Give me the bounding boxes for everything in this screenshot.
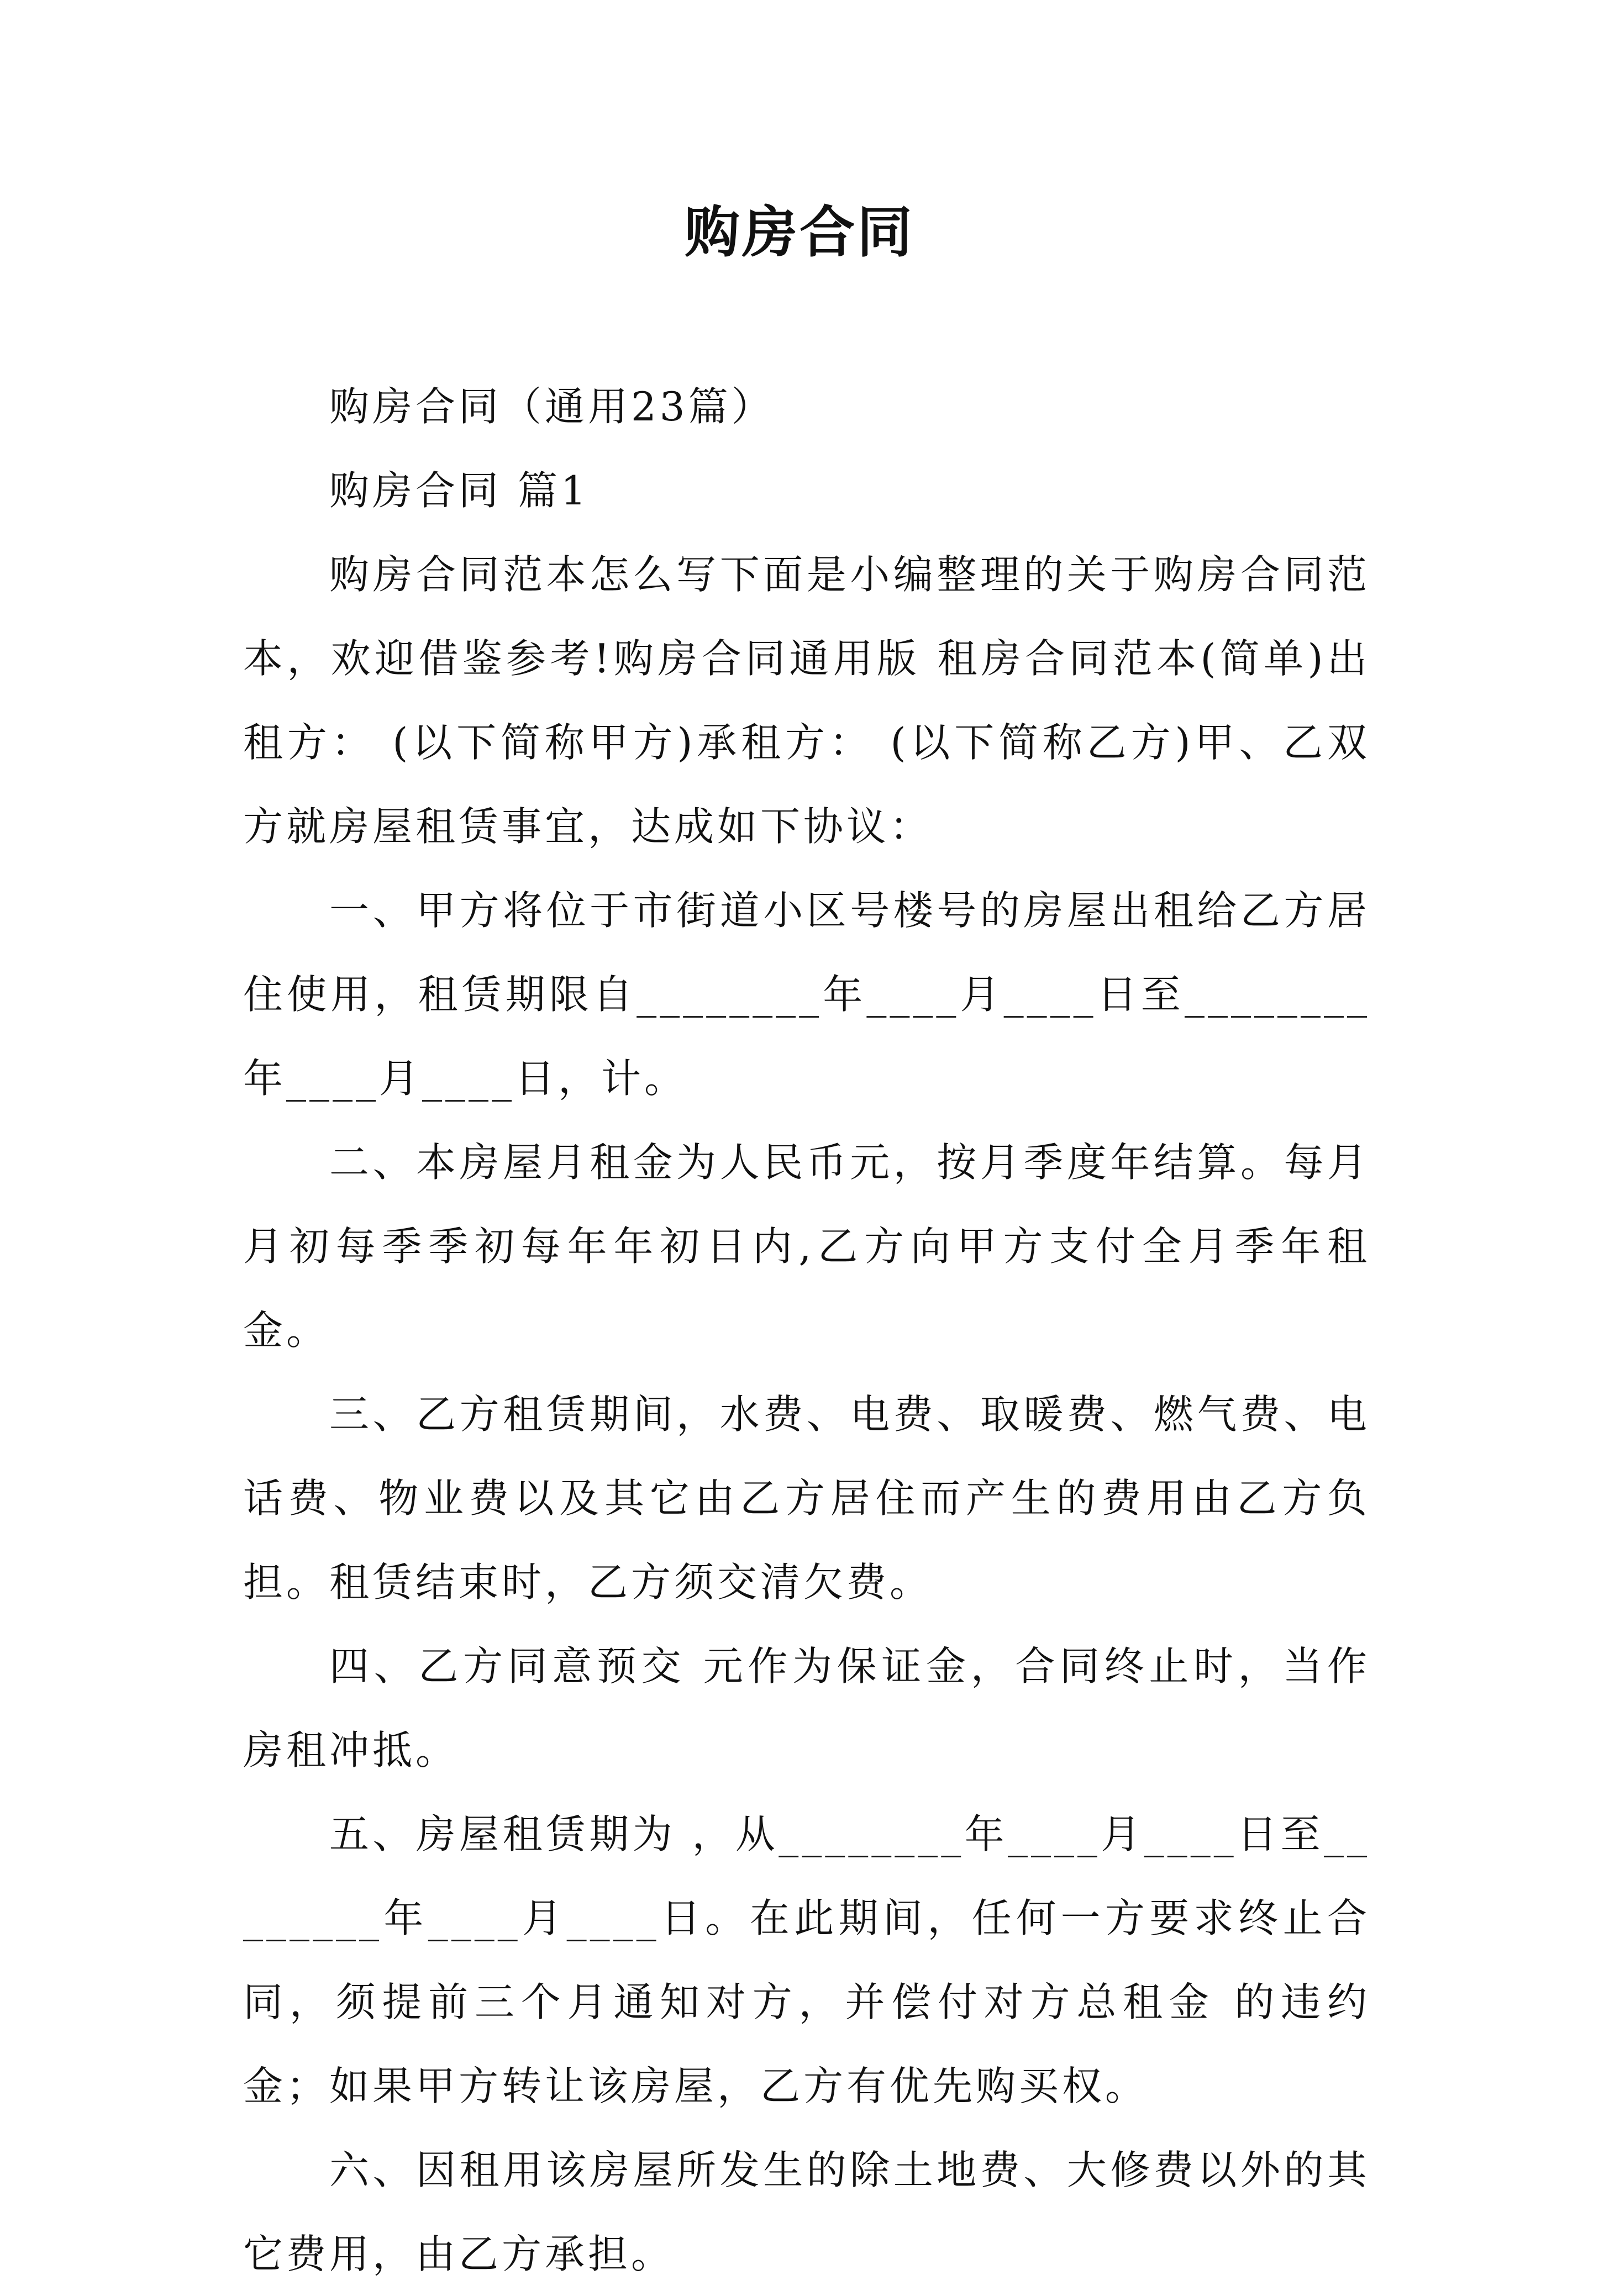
paragraph-clause-4: 四、乙方同意预交 元作为保证金，合同终止时，当作房租冲抵。: [243, 1643, 1370, 1773]
paragraph-clause-5: 五、房屋租赁期为 ，从________年____月____日至________年____月____日。在此期间，任何一方要求终止合同，须提前三个月通知对方，并偿付对方总租金 的违约金；如果甲方转让该房屋，乙方有优先购买权。: [243, 1811, 1370, 2109]
paragraph-section-heading: 购房合同 篇1: [329, 467, 590, 514]
paragraph-clause-6: 六、因租用该房屋所发生的除土地费、大修费以外的其它费用，由乙方承担。: [243, 2147, 1370, 2277]
paragraph-clause-2: 二、本房屋月租金为人民币元，按月季度年结算。每月月初每季季初每年年初日内,乙方向甲方支付全月季年租金。: [243, 1139, 1370, 1354]
paragraph-clause-1: 一、甲方将位于市街道小区号楼号的房屋出租给乙方居住使用，租赁期限自________年____月____日至________年____月____日，计。: [243, 887, 1370, 1102]
paragraph-intro: 购房合同范本怎么写下面是小编整理的关于购房合同范本，欢迎借鉴参考!购房合同通用版 租房合同范本(简单)出租方： (以下简称甲方)承租方： (以下简称乙方)甲、乙双方就房屋租赁事宜，达成如下协议：: [243, 551, 1370, 850]
document-title: 购房合同: [685, 199, 914, 265]
document-body: [243, 365, 1370, 2296]
paragraph-clause-3: 三、乙方租赁期间，水费、电费、取暖费、燃气费、电话费、物业费以及其它由乙方居住而产生的费用由乙方负担。租赁结束时，乙方须交清欠费。: [243, 1391, 1370, 1605]
paragraph-subtitle: 购房合同（通用23篇）: [329, 383, 775, 430]
